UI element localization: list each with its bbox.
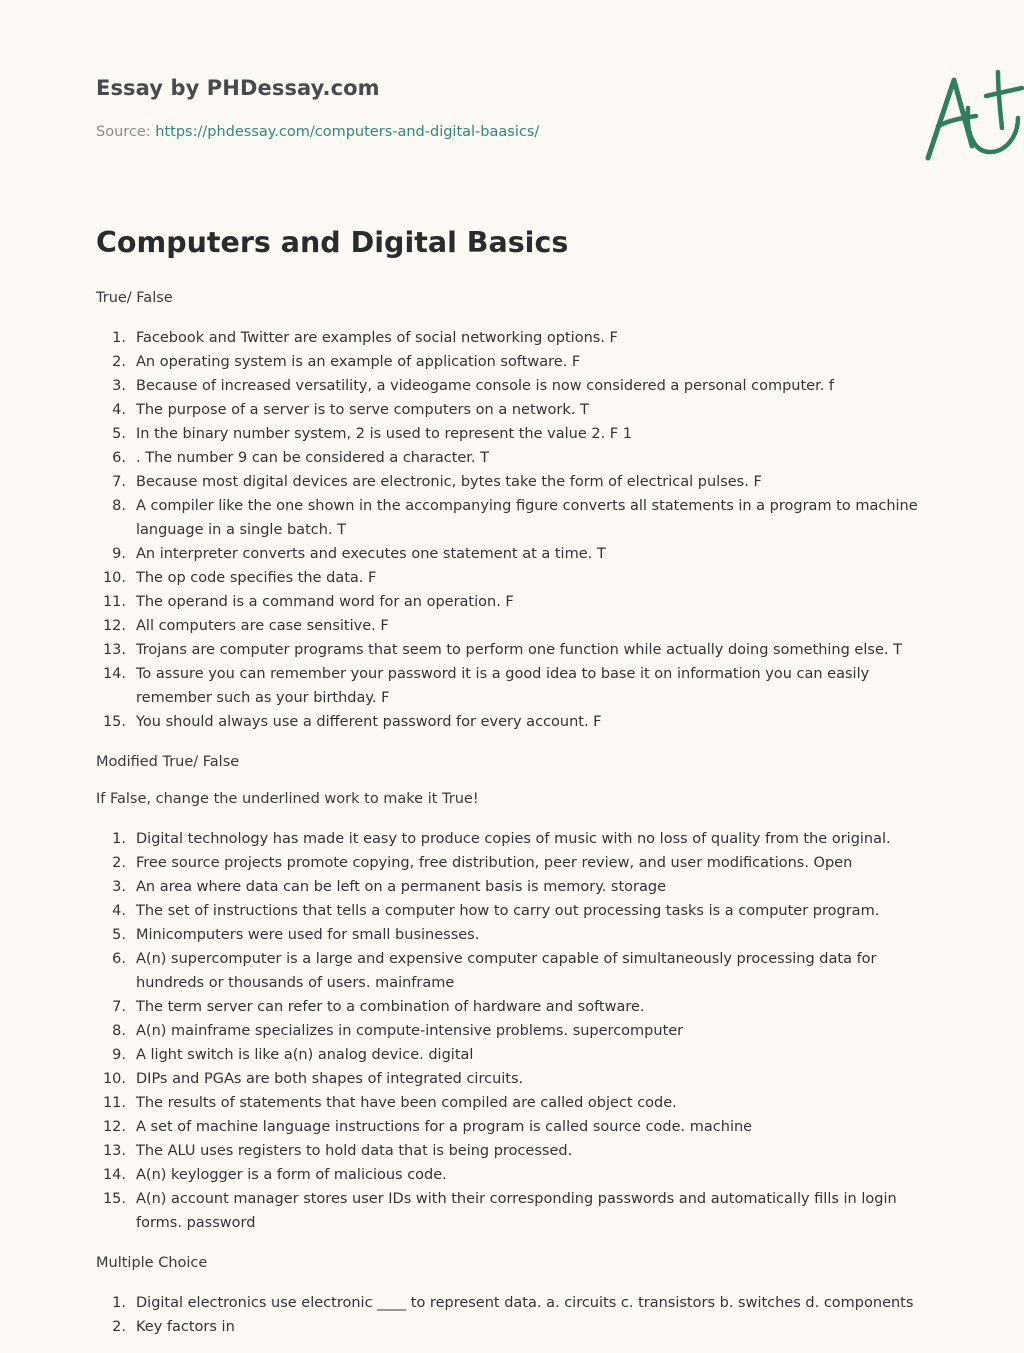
section-heading-modified-true-false: Modified True/ False <box>96 754 240 770</box>
list-item-text: A(n) keylogger is a form of malicious code. <box>136 1167 447 1183</box>
list-item-text: In the binary number system, 2 is used to represent the value 2. F 1 <box>136 426 632 442</box>
list-item-text: Because of increased versatility, a videogame console is now considered a personal computer. f <box>136 378 835 394</box>
list-item <box>96 374 928 398</box>
list-item-number: 11. <box>102 594 126 610</box>
list-item-text: The op code specifies the data. F <box>136 570 377 586</box>
list-item-number: 10. <box>102 1071 126 1087</box>
list-item <box>96 542 928 566</box>
list-item <box>96 1315 928 1339</box>
list-item-number: 9. <box>112 1047 126 1063</box>
list-item-number: 12. <box>102 1119 126 1135</box>
list-item <box>96 1115 928 1139</box>
list-item-text: To assure you can remember your password it is a good idea to base it on information you can easily remember such as your birthday. F <box>136 666 870 706</box>
list-item-number: 7. <box>112 474 126 490</box>
list-item-number: 1. <box>112 330 126 346</box>
list-item-text: A(n) mainframe specializes in compute-intensive problems. supercomputer <box>136 1023 684 1039</box>
list-item-number: 14. <box>102 666 126 682</box>
list-item-text: An operating system is an example of application software. F <box>136 354 581 370</box>
list-item <box>96 1091 928 1115</box>
list-item <box>96 470 928 494</box>
list-item-number: 8. <box>112 498 126 514</box>
true-false-list <box>96 326 928 734</box>
list-item <box>96 1291 928 1315</box>
section-instructions: If False, change the underlined work to make it True! <box>96 791 479 807</box>
list-item-text: The purpose of a server is to serve computers on a network. T <box>136 402 589 418</box>
list-item-text: A(n) supercomputer is a large and expensive computer capable of simultaneously processing data for hundreds or thousands of users. mainframe <box>136 951 877 991</box>
list-item-text: . The number 9 can be considered a character. T <box>136 450 490 466</box>
list-item <box>96 875 928 899</box>
list-item-number: 2. <box>112 354 126 370</box>
list-item <box>96 614 928 638</box>
list-item-text: The ALU uses registers to hold data that is being processed. <box>136 1143 573 1159</box>
list-item-text: All computers are case sensitive. F <box>136 618 389 634</box>
list-item <box>96 1043 928 1067</box>
list-item-text: A light switch is like a(n) analog device. digital <box>136 1047 474 1063</box>
modified-true-false-list <box>96 827 928 1235</box>
list-item <box>96 995 928 1019</box>
list-item-number: 2. <box>112 855 126 871</box>
list-item <box>96 326 928 350</box>
list-item-number: 1. <box>112 831 126 847</box>
list-item-text: An area where data can be left on a permanent basis is memory. storage <box>136 879 667 895</box>
list-item <box>96 1139 928 1163</box>
list-item-number: 6. <box>112 951 126 967</box>
list-item-number: 9. <box>112 546 126 562</box>
list-item-number: 1. <box>112 1295 126 1311</box>
list-item <box>96 638 928 662</box>
list-item-text: Minicomputers were used for small businesses. <box>136 927 480 943</box>
list-item <box>96 899 928 923</box>
list-item <box>96 1163 928 1187</box>
list-item <box>96 446 928 470</box>
section-heading-multiple-choice: Multiple Choice <box>96 1255 208 1271</box>
list-item-number: 4. <box>112 903 126 919</box>
source-label: Source: <box>96 124 151 140</box>
list-item-number: 13. <box>102 1143 126 1159</box>
list-item-number: 3. <box>112 378 126 394</box>
list-item-number: 5. <box>112 927 126 943</box>
list-item-text: Digital electronics use electronic ____ to represent data. a. circuits c. transistors b. switches d. components <box>136 1295 914 1311</box>
list-item-number: 3. <box>112 879 126 895</box>
list-item-text: Trojans are computer programs that seem to perform one function while actually doing something else. T <box>136 642 902 658</box>
list-item <box>96 494 928 542</box>
list-item <box>96 350 928 374</box>
list-item <box>96 827 928 851</box>
list-item-text: Digital technology has made it easy to produce copies of music with no loss of quality from the original. <box>136 831 891 847</box>
list-item-text: Free source projects promote copying, free distribution, peer review, and user modifications. Open <box>136 855 853 871</box>
list-item-number: 4. <box>112 402 126 418</box>
list-item-number: 10. <box>102 570 126 586</box>
source-line <box>96 124 539 140</box>
list-item-number: 15. <box>102 1191 126 1207</box>
list-item <box>96 710 928 734</box>
list-item-number: 7. <box>112 999 126 1015</box>
list-item-text: The set of instructions that tells a computer how to carry out processing tasks is a computer program. <box>136 903 880 919</box>
list-item-text: The term server can refer to a combination of hardware and software. <box>136 999 645 1015</box>
list-item-number: 11. <box>102 1095 126 1111</box>
list-item-number: 2. <box>112 1319 126 1335</box>
list-item-text: DIPs and PGAs are both shapes of integrated circuits. <box>136 1071 524 1087</box>
list-item-text: The operand is a command word for an operation. F <box>136 594 514 610</box>
document-title: Computers and Digital Basics <box>96 226 569 259</box>
list-item <box>96 923 928 947</box>
list-item-number: 15. <box>102 714 126 730</box>
list-item <box>96 1187 928 1235</box>
list-item-number: 13. <box>102 642 126 658</box>
site-title: Essay by PHDessay.com <box>96 76 380 100</box>
list-item-text: Key factors in <box>136 1319 235 1335</box>
list-item-text: A compiler like the one shown in the accompanying figure converts all statements in a program to machine language in a single batch. T <box>136 498 918 538</box>
list-item-number: 6. <box>112 450 126 466</box>
list-item <box>96 1019 928 1043</box>
source-link[interactable]: https://phdessay.com/computers-and-digital-baasics/ <box>155 124 540 140</box>
list-item-text: A(n) account manager stores user IDs with their corresponding passwords and automatically fills in login forms. password <box>136 1191 897 1231</box>
list-item-text: You should always use a different password for every account. F <box>136 714 602 730</box>
list-item <box>96 566 928 590</box>
list-item-number: 14. <box>102 1167 126 1183</box>
list-item-number: 12. <box>102 618 126 634</box>
list-item <box>96 1067 928 1091</box>
list-item-text: Facebook and Twitter are examples of social networking options. F <box>136 330 618 346</box>
section-heading-true-false: True/ False <box>96 290 173 306</box>
list-item-number: 8. <box>112 1023 126 1039</box>
a-plus-logo-icon <box>914 66 1024 166</box>
list-item-number: 5. <box>112 426 126 442</box>
list-item-text: A set of machine language instructions for a program is called source code. machine <box>136 1119 753 1135</box>
multiple-choice-list <box>96 1291 928 1339</box>
list-item <box>96 851 928 875</box>
list-item-text: The results of statements that have been compiled are called object code. <box>136 1095 677 1111</box>
list-item <box>96 422 928 446</box>
list-item <box>96 662 928 710</box>
list-item <box>96 590 928 614</box>
list-item-text: An interpreter converts and executes one statement at a time. T <box>136 546 606 562</box>
list-item <box>96 947 928 995</box>
list-item <box>96 398 928 422</box>
list-item-text: Because most digital devices are electronic, bytes take the form of electrical pulses. F <box>136 474 762 490</box>
document-body <box>96 286 928 1339</box>
